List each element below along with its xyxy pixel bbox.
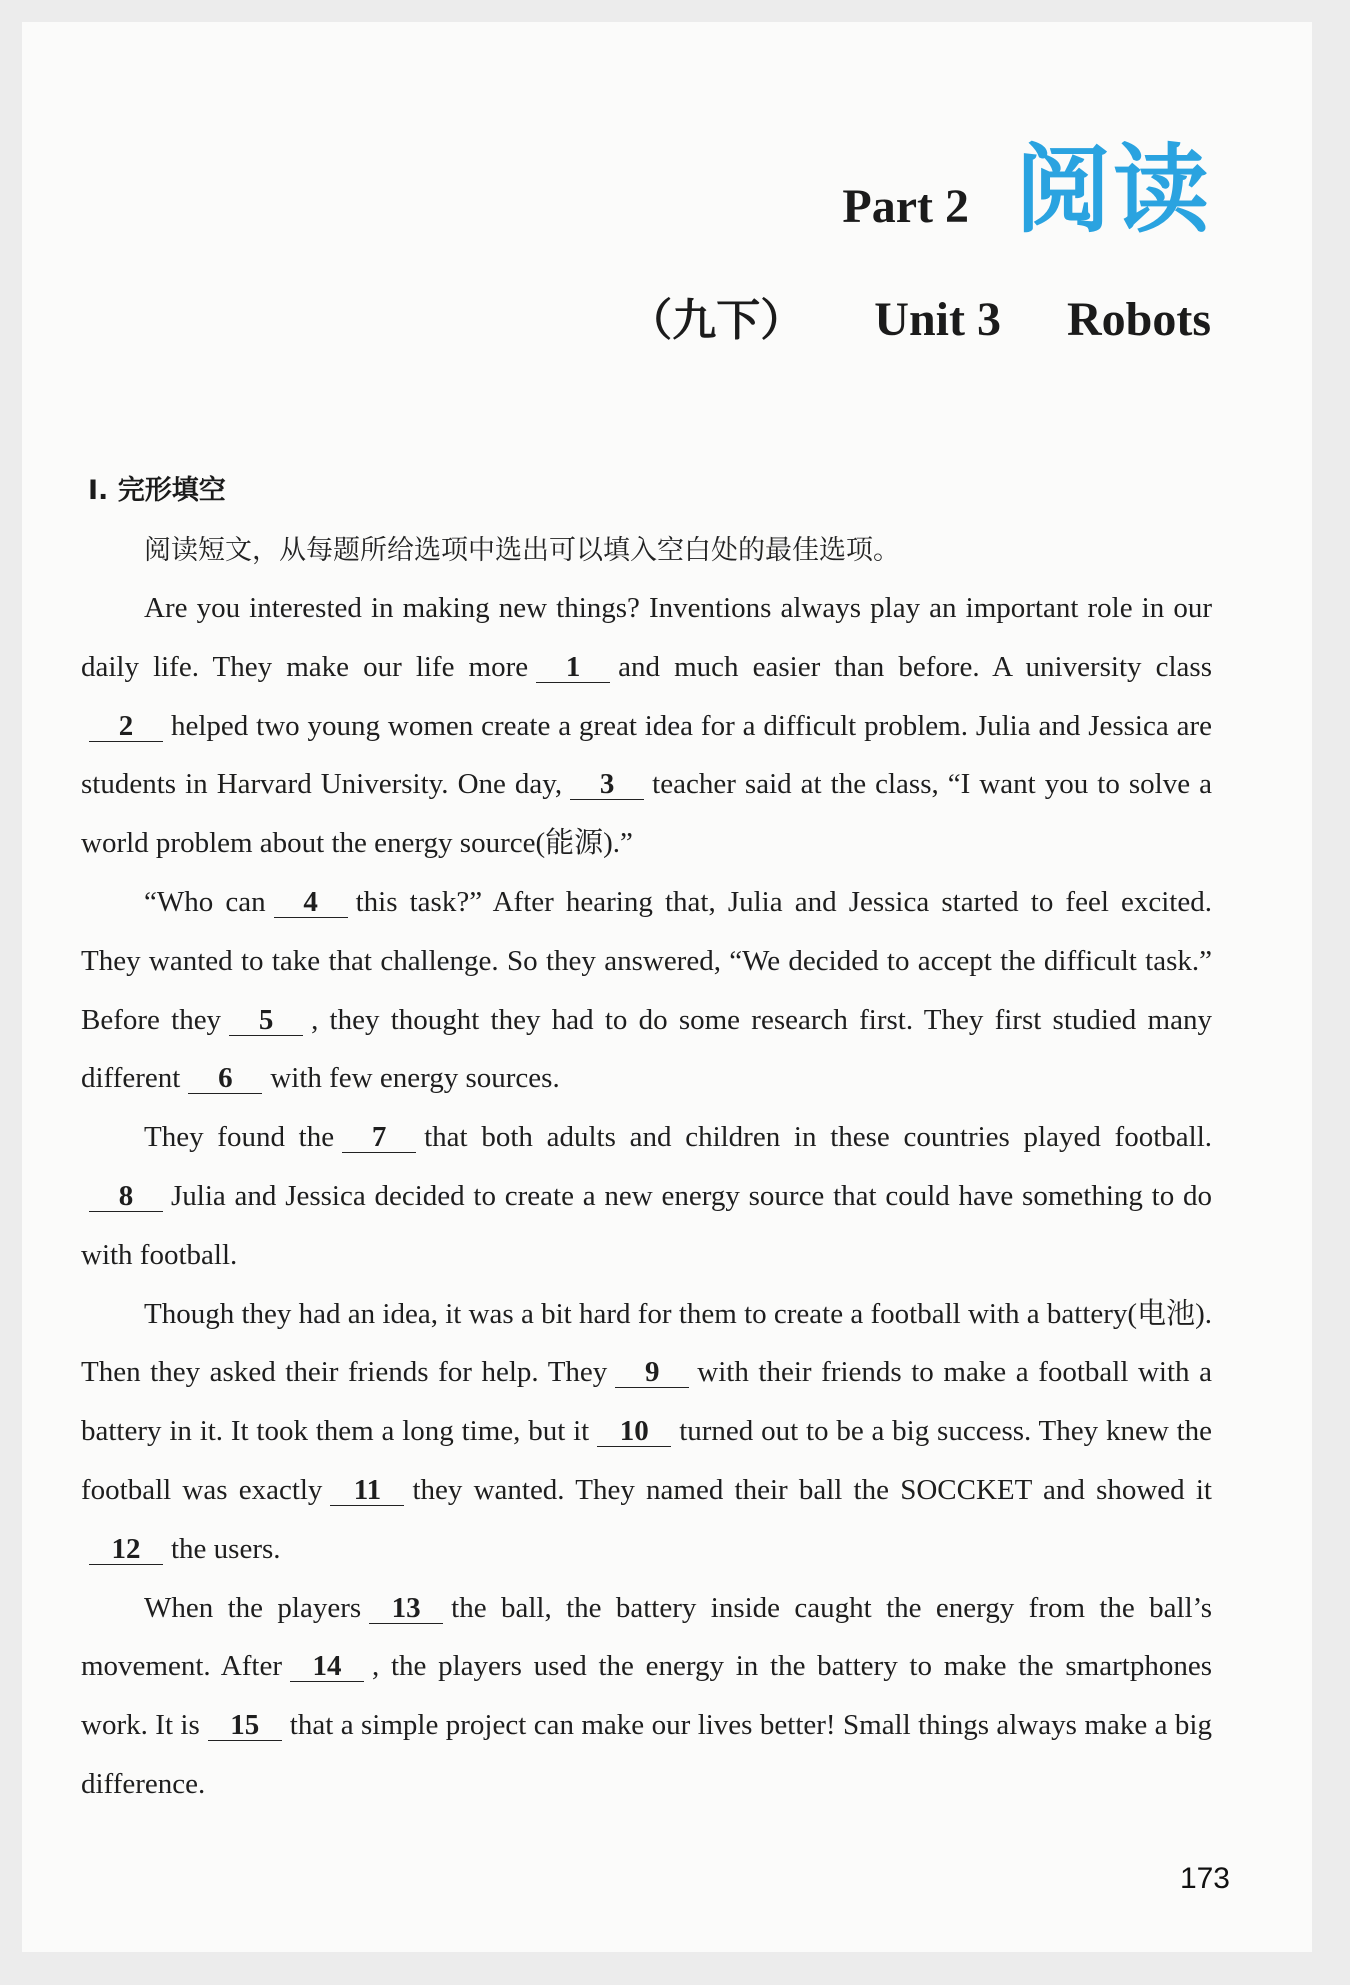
answer-blank-10[interactable]: 10 (597, 1416, 671, 1447)
answer-blank-13[interactable]: 13 (369, 1593, 443, 1624)
passage-text: helped two young women create a great idea for a difficult problem. Julia and Jessica are students in Harvard University. One day, (81, 709, 1212, 801)
answer-blank-11[interactable]: 11 (330, 1475, 404, 1506)
passage-text: the users. (171, 1532, 281, 1565)
part-title: 阅读 (1015, 134, 1211, 246)
section-title: Ⅰ. 完形填空 (88, 475, 226, 506)
answer-blank-3[interactable]: 3 (570, 769, 644, 800)
passage-text: with few energy sources. (270, 1062, 560, 1095)
passage-text: “Who can (144, 885, 266, 918)
passage-text: teacher said at the class, “I want you to solve a world problem about the energy source(能源).” (81, 768, 1213, 860)
passage-text: They found the (144, 1121, 335, 1154)
passage-text: with their friends to make a football with a battery in it. It took them a long time, but it (81, 1356, 1212, 1448)
unit-header (628, 284, 1211, 348)
page (22, 22, 1312, 1952)
passage-text: , they thought they had to do some research first. They first studied many different (81, 1003, 1212, 1095)
passage-text: the ball, the battery inside caught the energy from the ball’s movement. After (81, 1591, 1212, 1683)
answer-blank-15[interactable]: 15 (208, 1710, 282, 1741)
page-number: 173 (1179, 1862, 1230, 1895)
answer-blank-5[interactable]: 5 (229, 1005, 303, 1036)
answer-blank-12[interactable]: 12 (89, 1534, 163, 1565)
grade-label: （九下） (628, 295, 805, 346)
passage-paragraph (81, 1579, 1212, 1814)
answer-blank-14[interactable]: 14 (290, 1651, 364, 1682)
unit-label: Unit 3 (874, 293, 1001, 346)
passage-text: and much easier than before. A university class (618, 650, 1212, 683)
answer-blank-1[interactable]: 1 (536, 652, 610, 683)
unit-title: Robots (1066, 293, 1211, 346)
passage-text: Are you interested in making new things? Inventions always play an important role in our daily life. They make our life more (81, 592, 1212, 683)
passage-text: When the players (144, 1591, 362, 1624)
passage-paragraph (81, 1285, 1212, 1579)
part-label: Part 2 (842, 180, 969, 233)
passage-paragraph (81, 579, 1212, 873)
passage-text: this task?” After hearing that, Julia and Jessica started to feel excited. They wanted to take that challenge. So they answered, “We decided to accept the difficult task.” Before they (81, 885, 1212, 1036)
answer-blank-7[interactable]: 7 (342, 1122, 416, 1153)
section-instruction: 阅读短文，从每题所给选项中选出可以填入空白处的最佳选项。 (144, 535, 900, 566)
passage-text: Julia and Jessica decided to create a new energy source that could have something to do with football. (81, 1179, 1212, 1271)
passage-paragraph (81, 873, 1212, 1108)
passage-text: that both adults and children in these countries played football. (424, 1121, 1213, 1154)
answer-blank-6[interactable]: 6 (188, 1063, 262, 1094)
answer-blank-8[interactable]: 8 (89, 1181, 163, 1212)
passage-paragraph (81, 1108, 1212, 1284)
reading-passage (81, 579, 1212, 1814)
passage-text: they wanted. They named their ball the SOCCKET and showed it (412, 1473, 1212, 1506)
answer-blank-9[interactable]: 9 (615, 1357, 689, 1388)
passage-text: that a simple project can make our lives better! Small things always make a big difference. (81, 1709, 1212, 1800)
answer-blank-2[interactable]: 2 (89, 711, 163, 742)
passage-text: Though they had an idea, it was a bit hard for them to create a football with a battery(电池). Then they asked their friends for help. They (81, 1297, 1212, 1389)
passage-text: , the players used the energy in the battery to make the smartphones work. It is (81, 1650, 1212, 1742)
answer-blank-4[interactable]: 4 (274, 887, 348, 918)
part-header (842, 134, 1211, 246)
passage-text: turned out to be a big success. They knew the football was exactly (81, 1415, 1212, 1506)
